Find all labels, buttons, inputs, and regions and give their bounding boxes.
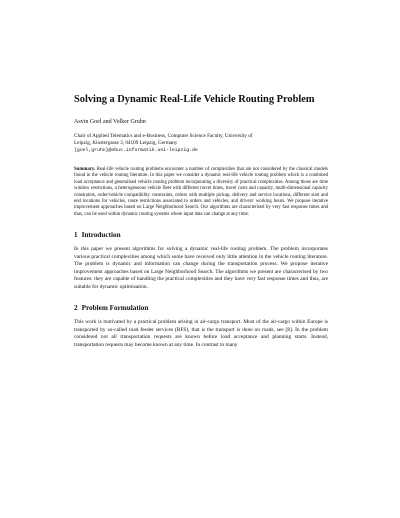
abstract-text: Real-life vehicle routing problems encounter a number of complexities that are not considered by the classical models found in the vehicle routing literature. In this paper we consider a dynamic real-life vehicle routing problem which is a combined load acceptance and generalised vehicle routing problem incorporating a diversity of practical complexities. Among those are time window restrictions, a heterogeneous vehicle fleet with different travel times, travel costs and capacity, multi-dimensional capacity constraints, order/vehicle compatibility constraints, orders with multiple pickup, delivery and service locations, different start and end locations for vehicles, route restrictions associated to orders and vehicles, and drivers' working hours. We propose iterative improvement approaches based on Large Neighborhood Search. Our algorithms are characterised by very fast response times and thus, can be used within dynamic routing systems where input data can change at any time. <box>74 167 329 217</box>
section-introduction <box>74 231 328 291</box>
affiliation-line-2: Leipzig, Klostergasse 3, 04109 Leipzig, Germany <box>74 140 178 146</box>
section-title: Problem Formulation <box>81 304 149 313</box>
section-heading <box>74 304 328 313</box>
author-email: {goel,gruhn}@ebus.informatik.uni-leipzig.de <box>74 148 198 153</box>
section-number: 2 <box>74 304 78 313</box>
section-paragraph: This work is motivated by a practical problem arising in air-cargo transport. Most of the air-cargo within Europe is transported by so-called road feeder services (RFS), that is the transport is done on roads, see [8]. In the problem considered not all transportation requests are known before load acceptance and planning starts. Instead, transportation requests may become known at any time. In contrast to many <box>74 319 328 348</box>
section-heading <box>74 231 328 240</box>
affiliation-block <box>74 133 328 154</box>
affiliation-line-1: Chair of Applied Telematics and e-Business, Computer Science Faculty, University of <box>74 133 253 139</box>
section-paragraph: In this paper we present algorithms for solving a dynamic real-life routing problem. The problem incorporates various practical complexities among which some have received only little attention in the vehicle routing literature. The problem is dynamic and information can change during the transportation process. We propose iterative improvement approaches based on Large Neighborhood Search. The algorithms we present are characterised by two features: they are capable of handling the practical complexities and they have very fast response times and thus, are suitable for dynamic optimisation. <box>74 246 328 290</box>
paper-title: Solving a Dynamic Real-Life Vehicle Routing Problem <box>74 94 315 105</box>
paper-authors: Asvin Goel and Volker Gruhn <box>74 119 146 125</box>
section-number: 1 <box>74 231 78 240</box>
section-problem-formulation <box>74 304 328 349</box>
abstract <box>74 167 328 218</box>
paper-content <box>74 93 328 349</box>
section-title: Introduction <box>81 231 121 240</box>
abstract-lead: Summary. <box>74 167 96 172</box>
